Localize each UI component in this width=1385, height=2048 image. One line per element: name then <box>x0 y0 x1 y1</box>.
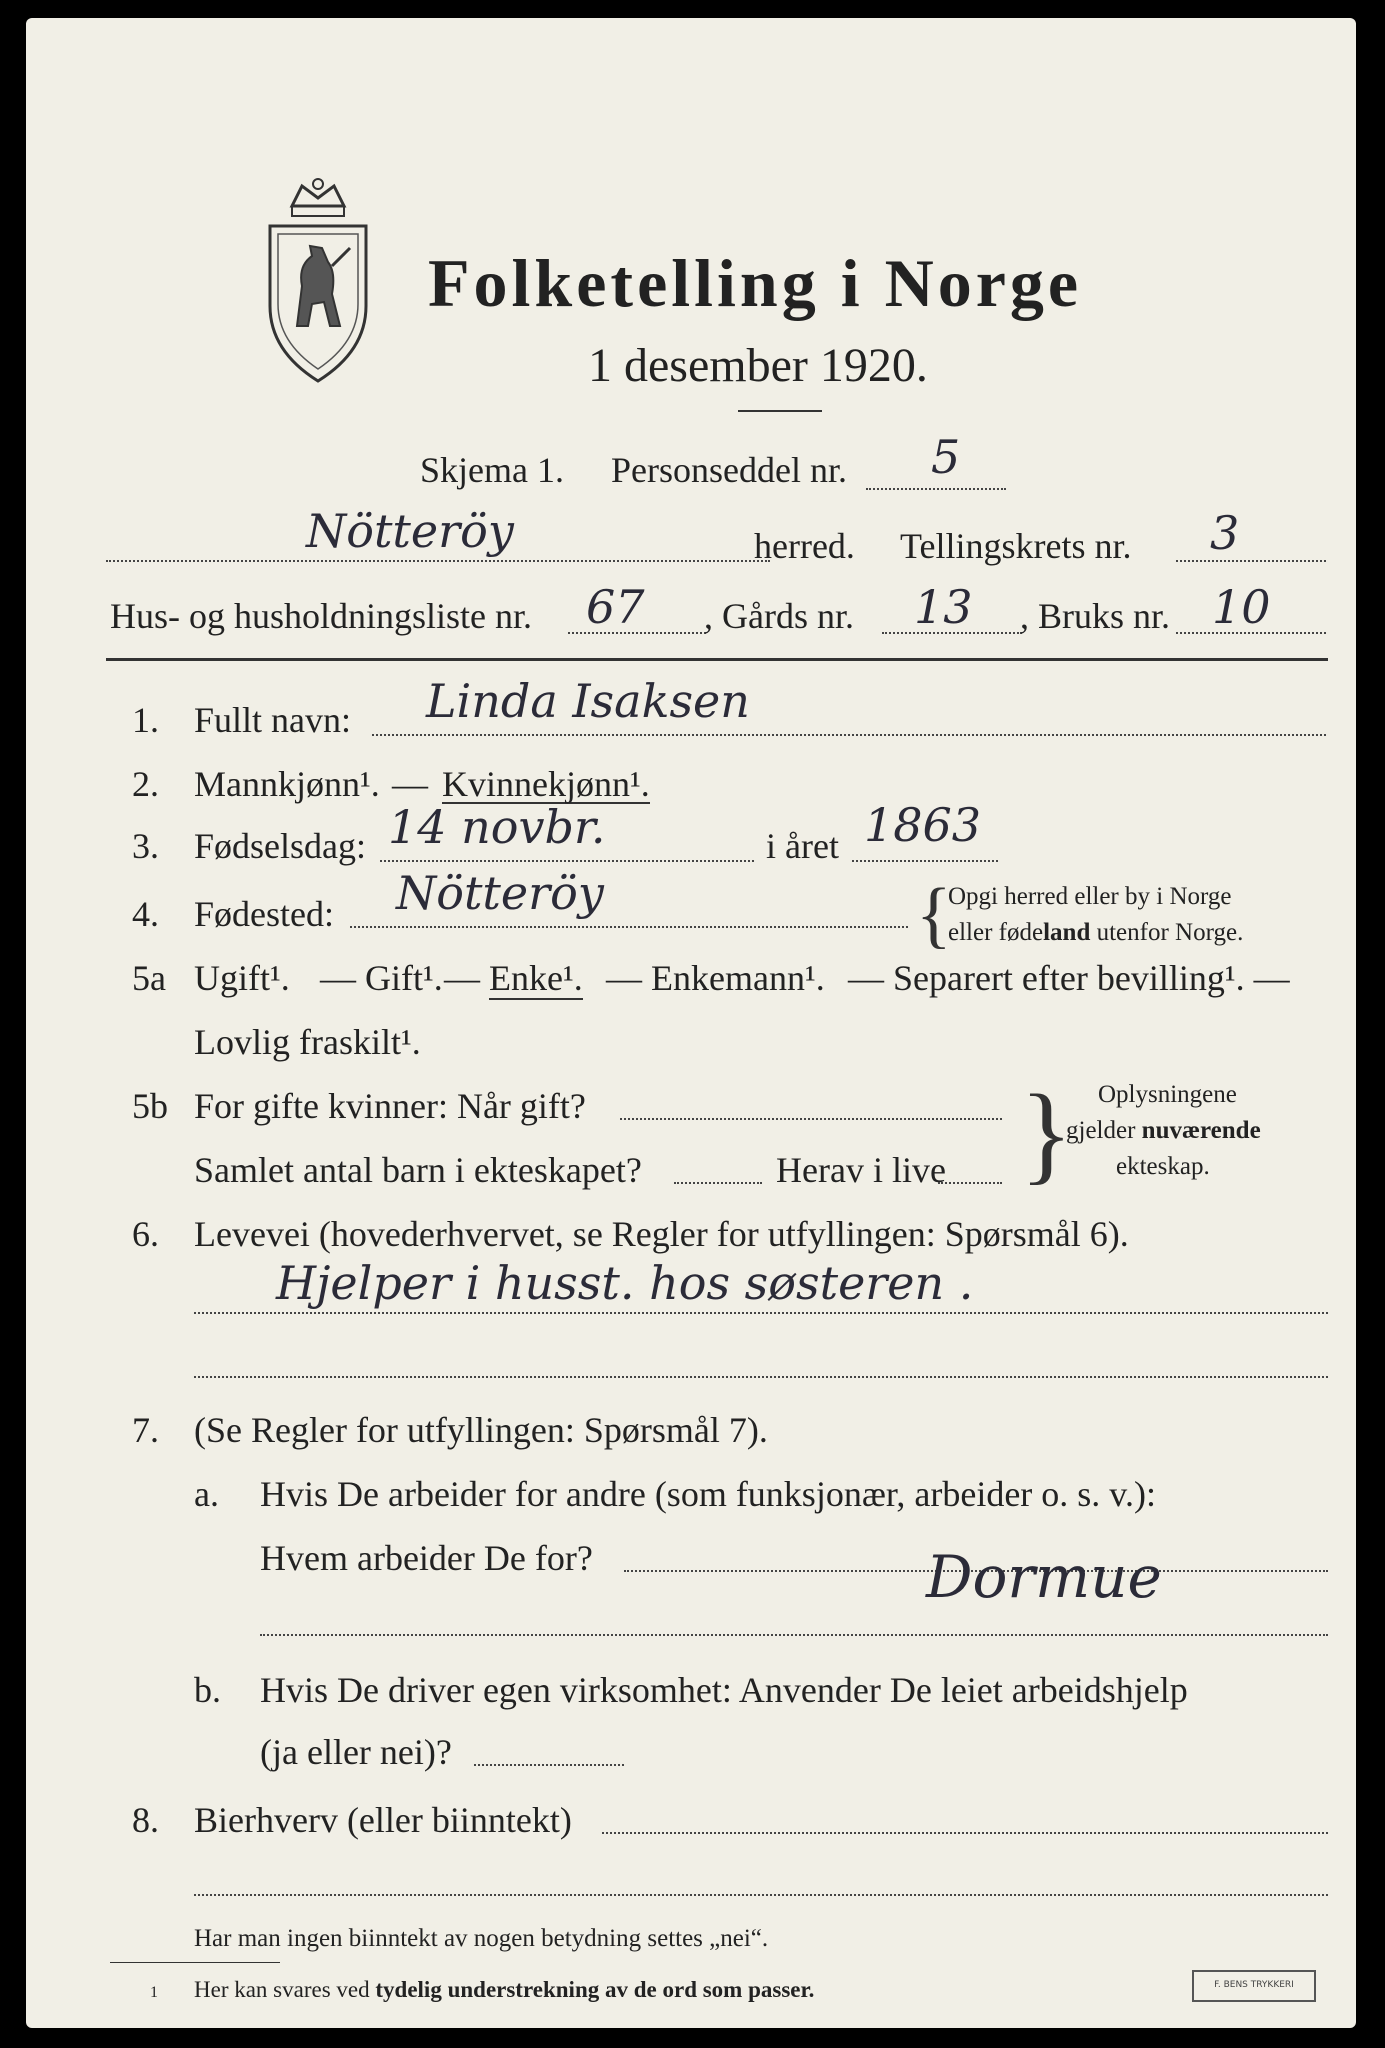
q5b-number: 5b <box>132 1086 168 1126</box>
norway-coat-of-arms-icon <box>262 176 374 386</box>
census-date: 1 desember 1920. <box>588 339 928 392</box>
birthplace-note-brace: { <box>916 874 952 956</box>
census-form-paper <box>26 18 1356 2028</box>
bruks-value[interactable]: 10 <box>1212 580 1271 634</box>
full-name-value[interactable]: Linda Isaksen <box>426 674 750 728</box>
birthday-value[interactable]: 14 novbr. <box>388 800 606 854</box>
marriage-note-line2: gjelder nuværende <box>1066 1117 1261 1144</box>
marital-separert-option[interactable]: — Separert efter bevilling¹. — <box>848 958 1290 998</box>
birth-year-value[interactable]: 1863 <box>864 798 982 852</box>
gender-dash: — <box>392 764 428 804</box>
children-total-label: Samlet antal barn i ekteskapet? <box>194 1150 642 1190</box>
personseddel-value[interactable]: 5 <box>931 430 961 484</box>
title-divider <box>738 410 822 412</box>
herred-label: herred. <box>754 526 855 566</box>
q7a-label: Hvis De arbeider for andre (som funksjonær, arbeider o. s. v.): <box>260 1474 1156 1514</box>
q6-label: Levevei (hovederhvervet, se Regler for utfyllingen: Spørsmål 6). <box>194 1214 1129 1254</box>
header-section-divider <box>106 658 1328 661</box>
q4-label: Fødested: <box>194 894 334 934</box>
married-when-field-line <box>620 1118 1002 1120</box>
herred-value[interactable]: Nötteröy <box>306 504 514 558</box>
birthplace-value[interactable]: Nötteröy <box>396 866 604 920</box>
husliste-label: Hus- og husholdningsliste nr. <box>110 596 533 636</box>
husliste-value[interactable]: 67 <box>586 580 645 634</box>
q7b-letter: b. <box>194 1670 221 1710</box>
q3-label: Fødselsdag: <box>194 826 367 866</box>
marriage-note-brace: } <box>1020 1072 1073 1194</box>
personseddel-label: Personseddel nr. <box>611 450 847 490</box>
side-income-field-line-2 <box>194 1894 1328 1896</box>
birthday-field-line <box>380 860 754 862</box>
hired-help-field-line <box>474 1764 624 1766</box>
q1-label: Fullt navn: <box>194 700 352 740</box>
herred-field-line <box>106 560 770 562</box>
printer-stamp: F. BENS TRYKKERI <box>1192 1970 1316 2002</box>
footnote-text: Her kan svares ved tydelig understrekning av de ord som passer. <box>194 1977 815 2002</box>
q8-number: 8. <box>132 1800 159 1840</box>
q5a-number: 5a <box>132 958 166 998</box>
marital-enke-option[interactable]: — Enke¹. <box>444 958 583 998</box>
footnote-divider <box>110 1962 280 1963</box>
q7b-label: Hvis De driver egen virksomhet: Anvender De leiet arbeidshjelp <box>260 1670 1188 1710</box>
footnote-number: 1 <box>150 1984 158 2001</box>
q8-label: Bierhverv (eller biinntekt) <box>194 1800 572 1840</box>
marital-fraskilt-option[interactable]: Lovlig fraskilt¹. <box>194 1022 421 1062</box>
tellingskrets-label: Tellingskrets nr. <box>900 526 1132 566</box>
birthplace-note-line1: Opgi herred eller by i Norge <box>948 883 1232 910</box>
married-when-label: For gifte kvinner: Når gift? <box>194 1086 586 1126</box>
q7a-letter: a. <box>194 1474 219 1514</box>
birth-year-field-line <box>852 860 998 862</box>
birthplace-note-line2: eller fødeland utenfor Norge. <box>948 919 1244 946</box>
q7b-sub-label: (ja eller nei)? <box>260 1732 452 1772</box>
employer-value[interactable]: Dormue <box>926 1543 1162 1611</box>
children-total-field-line <box>674 1182 762 1184</box>
birthplace-field-line <box>350 926 908 928</box>
q6-number: 6. <box>132 1214 159 1254</box>
marriage-note-line3: ekteskap. <box>1116 1153 1210 1180</box>
q2-number: 2. <box>132 764 159 804</box>
marriage-note-line1: Oplysningene <box>1098 1081 1237 1108</box>
gender-male-option[interactable]: Mannkjønn¹. <box>194 764 380 804</box>
employer-field-line-2 <box>260 1634 1328 1636</box>
children-alive-field-line <box>938 1182 1002 1184</box>
schema-label: Skjema 1. <box>420 450 564 490</box>
birth-year-label: i året <box>766 826 839 866</box>
children-alive-label: Herav i live <box>776 1150 946 1190</box>
bruks-label: , Bruks nr. <box>1020 596 1171 636</box>
gards-value[interactable]: 13 <box>914 580 973 634</box>
q7-label: (Se Regler for utfyllingen: Spørsmål 7). <box>194 1410 768 1450</box>
form-title: Folketelling i Norge <box>428 245 1083 321</box>
tellingskrets-value[interactable]: 3 <box>1210 506 1240 560</box>
occupation-value[interactable]: Hjelper i husst. hos søsteren . <box>276 1256 974 1310</box>
q1-field-line <box>372 734 1326 736</box>
gards-label: , Gårds nr. <box>704 596 854 636</box>
marital-ugift-option[interactable]: Ugift¹. <box>194 958 290 998</box>
gender-female-option[interactable]: Kvinnekjønn¹. <box>442 764 650 804</box>
q7a-employer-label: Hvem arbeider De for? <box>260 1538 593 1578</box>
occupation-field-line-2 <box>194 1376 1328 1378</box>
marital-gift-option[interactable]: — Gift¹. <box>320 958 443 998</box>
occupation-field-line-1 <box>194 1312 1328 1314</box>
q4-number: 4. <box>132 894 159 934</box>
q3-number: 3. <box>132 826 159 866</box>
q7-number: 7. <box>132 1410 159 1450</box>
marital-enkemann-option[interactable]: — Enkemann¹. <box>606 958 825 998</box>
side-income-field-line-1 <box>602 1832 1328 1834</box>
tellingskrets-field-line <box>1176 560 1326 562</box>
q1-number: 1. <box>132 700 159 740</box>
personseddel-field-line <box>866 488 1006 490</box>
side-income-note: Har man ingen biinntekt av nogen betydning settes „nei“. <box>194 1925 769 1952</box>
